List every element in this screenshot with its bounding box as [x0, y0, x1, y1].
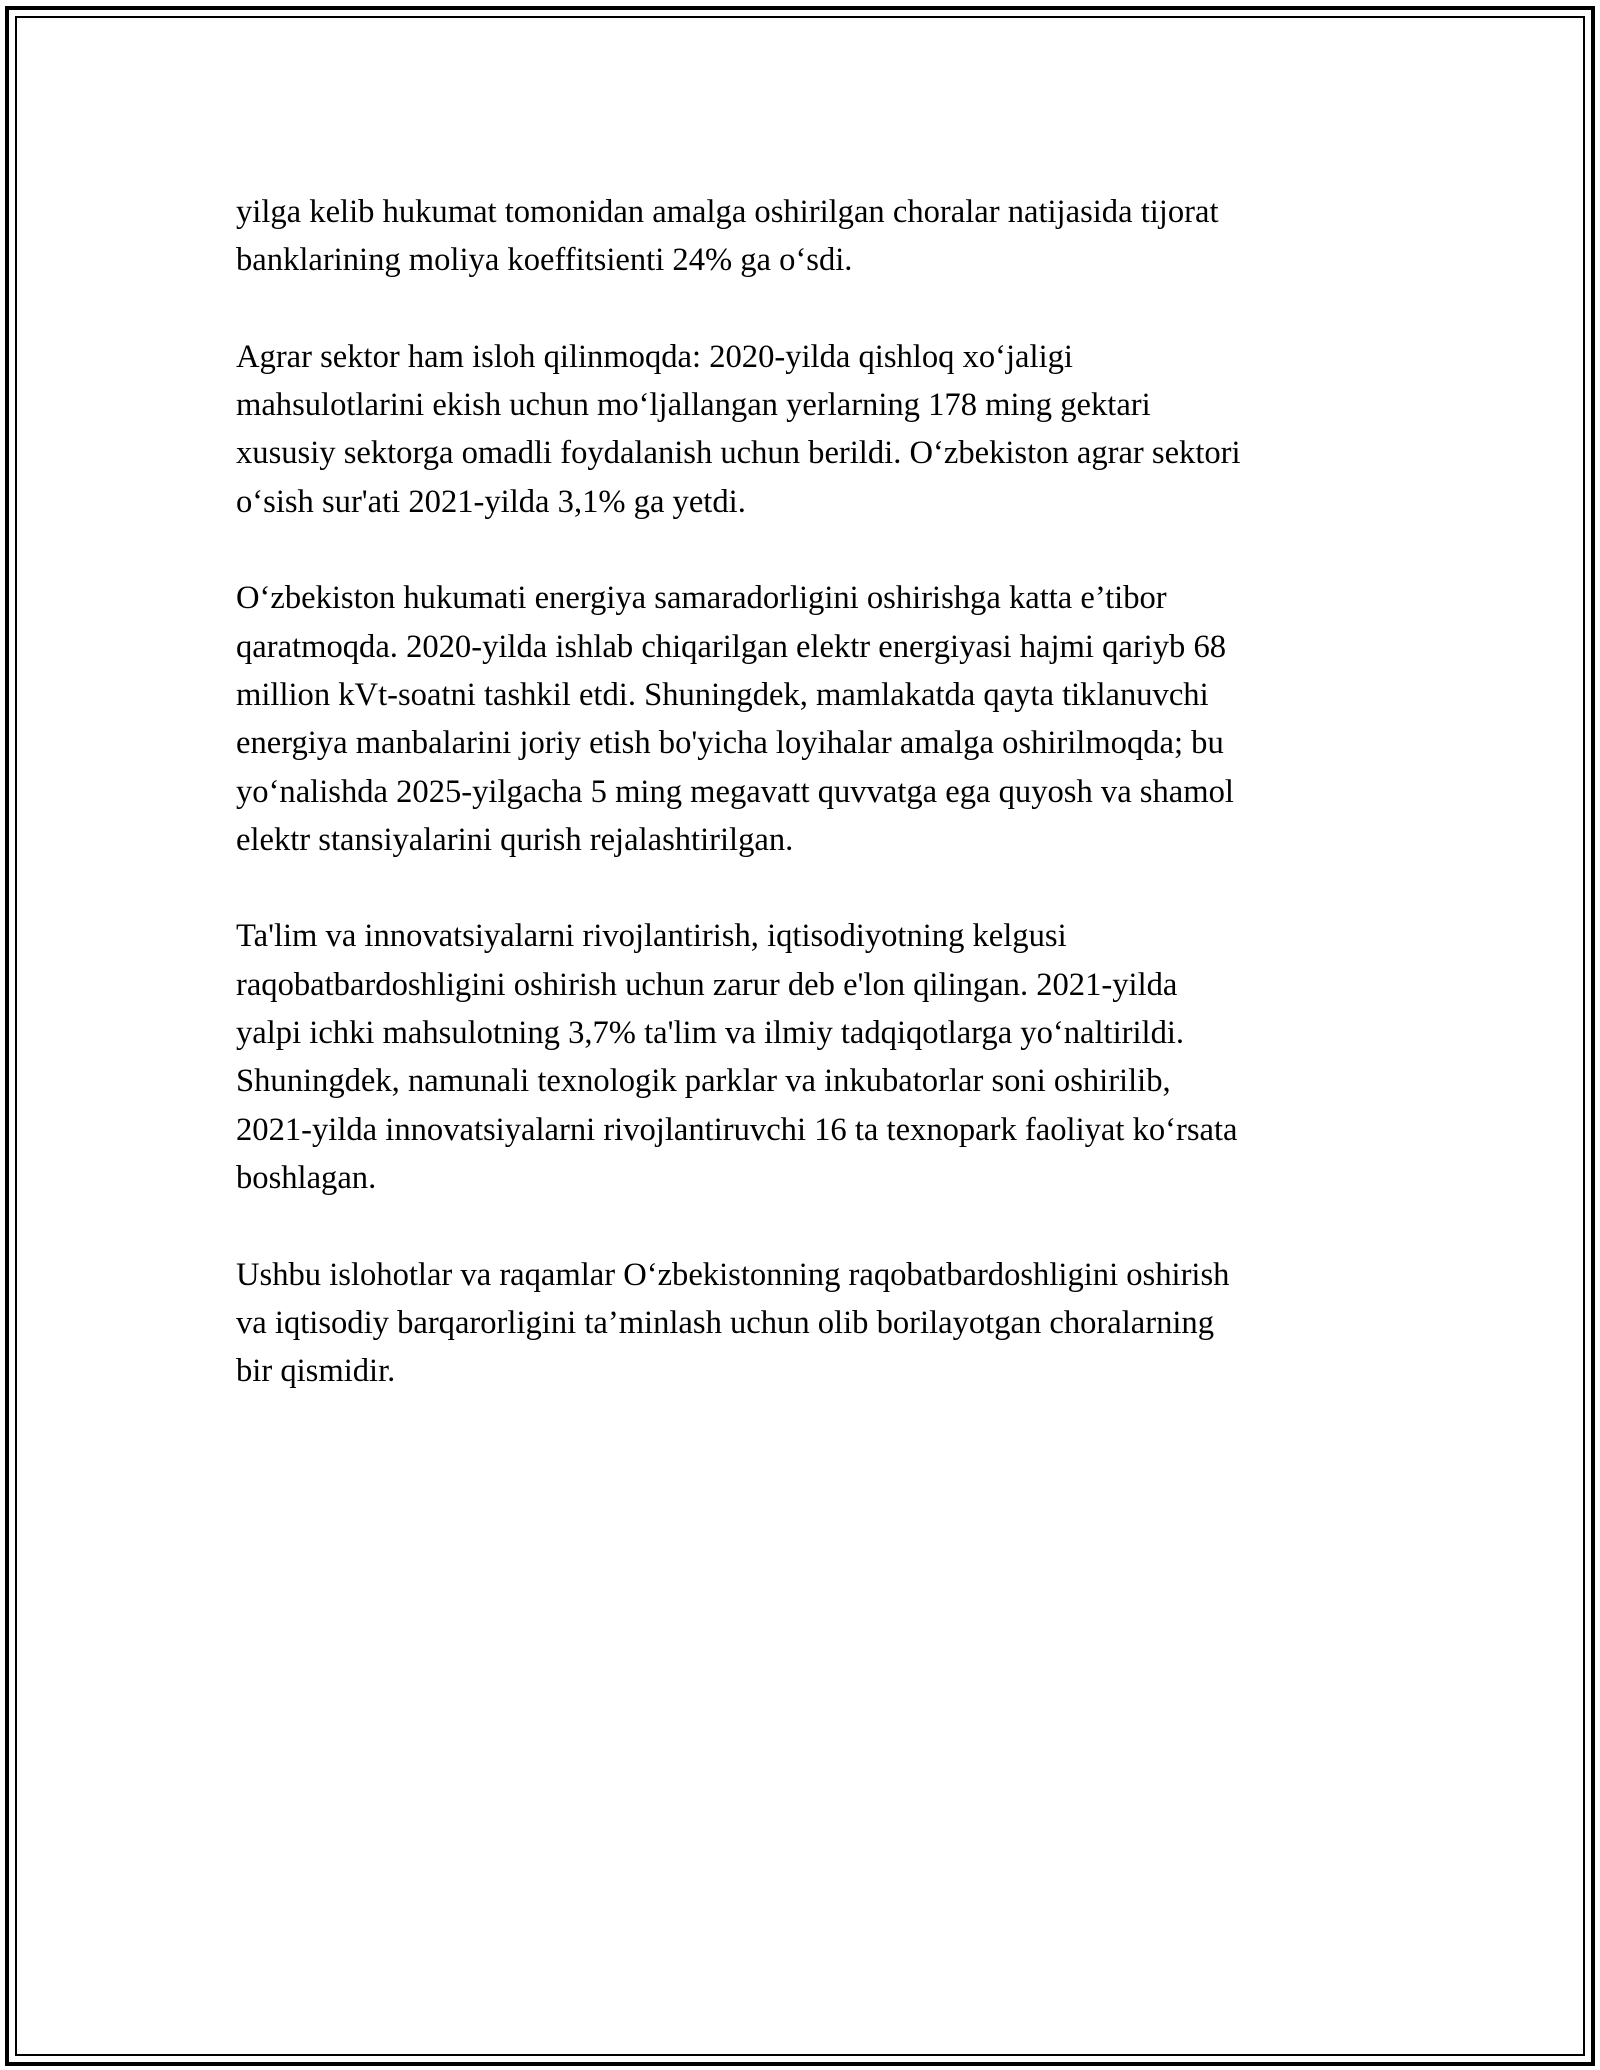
- paragraph-energy: O‘zbekiston hukumati energiya samaradorligini oshirishga katta e’tibor qaratmoqda. 2020-yilda ishlab chiqarilgan elektr energiyasi hajmi qariyb 68 million kVt-soatni tashkil etdi. Shuningdek, mamlakatda qayta tiklanuvchi energiya manbalarini joriy etish bo'yicha loyihalar amalga oshirilmoqda; bu yo‘nalishda 2025-yilgacha 5 ming megavatt quvvatga ega quyosh va shamol elektr stansiyalarini qurish rejalashtirilgan.: [236, 580, 1234, 858]
- paragraph-agrarian-sector: Agrar sektor ham isloh qilinmoqda: 2020-yilda qishloq xo‘jaligi mahsulotlarini ekish uchun mo‘ljallangan yerlarning 178 ming gektari xususiy sektorga omadli foydalanish uchun berildi. O‘zbekiston agrar sektori o‘sish sur'ati 2021-yilda 3,1% ga yetdi.: [236, 338, 1241, 520]
- paragraph-education-innovation: Ta'lim va innovatsiyalarni rivojlantirish, iqtisodiyotning kelgusi raqobatbardoshligini oshirish uchun zarur deb e'lon qilingan. 2021-yilda yalpi ichki mahsulotning 3,7% ta'lim va ilmiy tadqiqotlarga yo‘naltirildi. Shuningdek, namunali texnologik parklar va inkubatorlar soni oshirilib, 2021-yilda innovatsiyalarni rivojlantiruvchi 16 ta texnopark faoliyat ko‘rsata boshlagan.: [236, 918, 1238, 1196]
- paragraph-conclusion: Ushbu islohotlar va raqamlar O‘zbekistonning raqobatbardoshligini oshirish va iqtisodiy barqarorligini ta’minlash uchun olib borilayotgan choralarning bir qismidir.: [236, 1256, 1230, 1390]
- paragraph-banking: yilga kelib hukumat tomonidan amalga oshirilgan choralar natijasida tijorat banklarining moliya koeffitsienti 24% ga o‘sdi.: [236, 194, 1219, 279]
- document-body: [236, 188, 1376, 1444]
